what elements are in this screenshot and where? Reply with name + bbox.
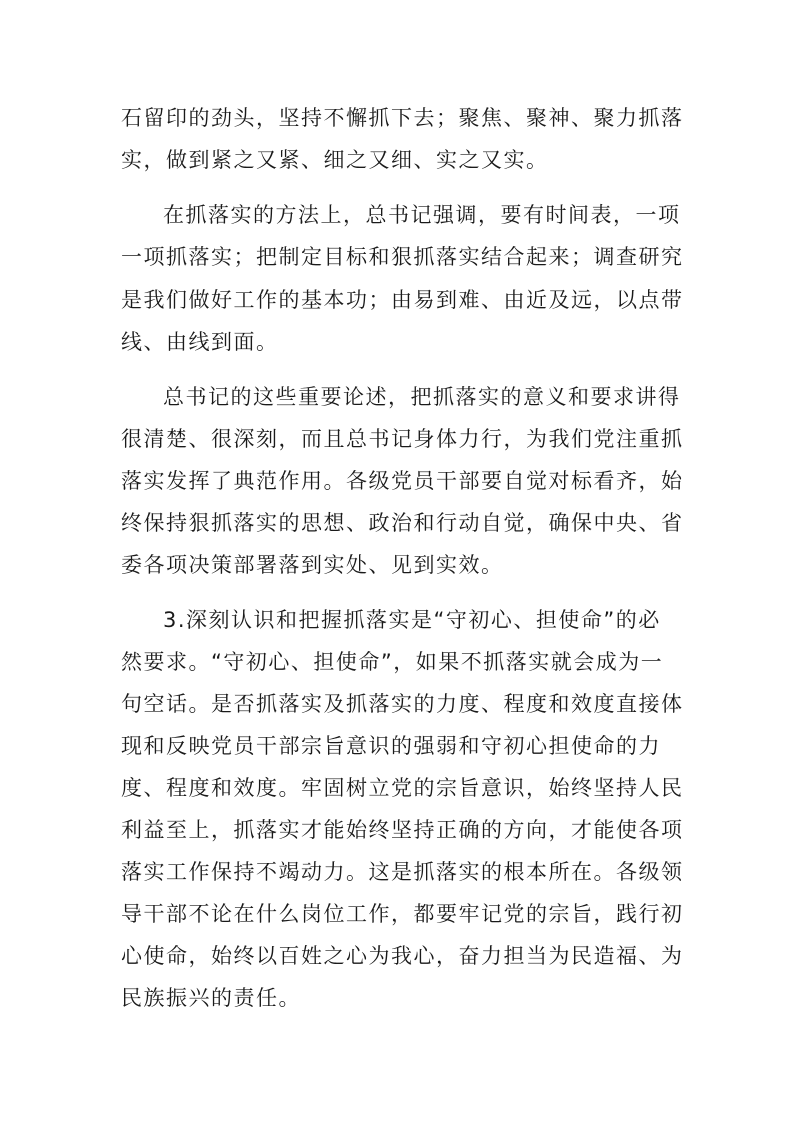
text-line: 导干部不论在什么岗位工作，都要牢记党的宗旨，践行初	[121, 902, 684, 926]
text-line: 3.深刻认识和把握抓落实是“守初心、担使命”的必	[163, 608, 661, 632]
text-line: 很清楚、很深刻，而且总书记身体力行，为我们党注重抓	[121, 427, 684, 451]
text-line: 句空话。是否抓落实及抓落实的力度、程度和效度直接体	[121, 692, 684, 716]
text-line: 然要求。“守初心、担使命”，如果不抓落实就会成为一	[121, 650, 664, 674]
text-line: 是我们做好工作的基本功；由易到难、由近及远，以点带	[121, 288, 684, 312]
text-line: 终保持狠抓落实的思想、政治和行动自觉，确保中央、省	[121, 511, 684, 535]
text-line: 度、程度和效度。牢固树立党的宗旨意识，始终坚持人民	[121, 776, 684, 800]
text-line: 心使命，始终以百姓之心为我心，奋力担当为民造福、为	[121, 944, 684, 968]
text-line: 石留印的劲头，坚持不懈抓下去；聚焦、聚神、聚力抓落	[121, 106, 684, 130]
text-line: 利益至上，抓落实才能始终坚持正确的方向，才能使各项	[121, 818, 684, 842]
text-line: 民族振兴的责任。	[121, 986, 301, 1010]
text-line: 实，做到紧之又紧、细之又细、实之又实。	[121, 148, 549, 172]
text-line: 落实发挥了典范作用。各级党员干部要自觉对标看齐，始	[121, 469, 684, 493]
text-line: 落实工作保持不竭动力。这是抓落实的根本所在。各级领	[121, 860, 684, 884]
text-line: 一项抓落实；把制定目标和狠抓落实结合起来；调查研究	[121, 245, 684, 269]
text-line: 总书记的这些重要论述，把抓落实的意义和要求讲得	[163, 385, 681, 409]
text-line: 委各项决策部署落到实处、见到实效。	[121, 553, 504, 577]
text-line: 线、由线到面。	[121, 330, 279, 354]
text-line: 在抓落实的方法上，总书记强调，要有时间表，一项	[163, 203, 681, 227]
text-line: 现和反映党员干部宗旨意识的强弱和守初心担使命的力	[121, 734, 661, 758]
